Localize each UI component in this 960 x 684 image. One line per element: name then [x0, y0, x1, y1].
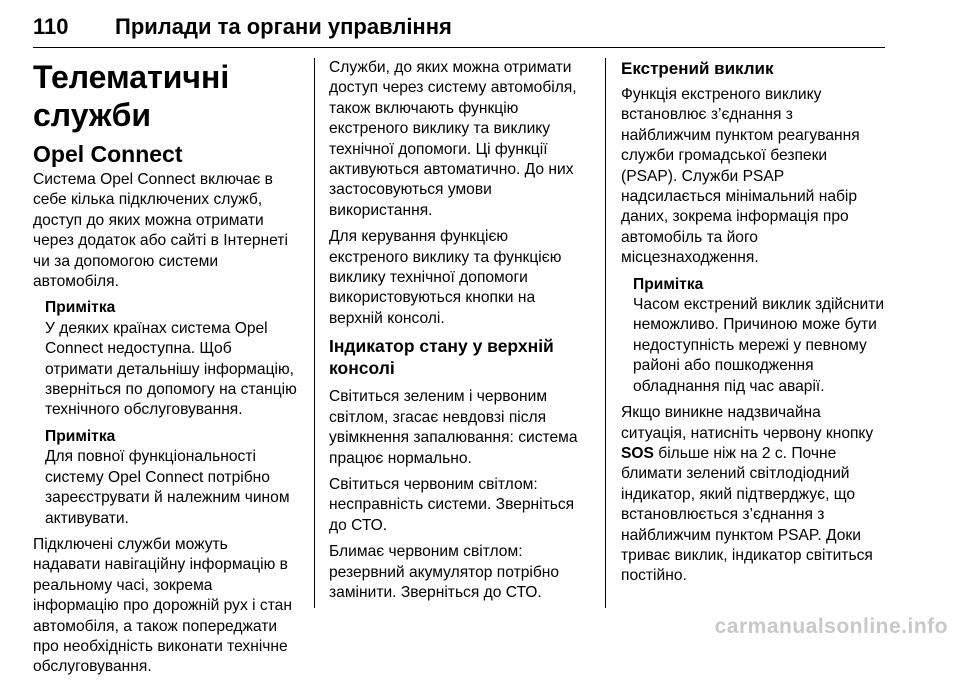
- column-2: [329, 58, 589, 609]
- running-title: Прилади та органи управління: [115, 14, 452, 39]
- column-divider: [314, 58, 315, 608]
- intro-paragraph: Система Opel Connect включає в себе кілька підключених служб, доступ до яких можна отримати через додаток або сайті в Інтернеті чи за допомогою системи автомобіля.: [33, 171, 288, 291]
- note-text: У деяких країнах система Opel Connect недоступна. Щоб отримати детальнішу інформацію, зверніться по допомогу на станцію технічного обслуговування.: [45, 319, 297, 419]
- column-3: [621, 58, 889, 593]
- note-registration: [45, 427, 301, 529]
- section-title: Телематичні служби: [33, 59, 230, 133]
- buttons-paragraph: Для керування функцією екстреного виклику та функцією виклику технічної допомоги використовуються кнопки на верхній консолі.: [329, 228, 562, 327]
- indicator-normal-paragraph: Світиться зеленим і червоним світлом, згасає невдовзі після увімкнення запалювання: система працює нормально.: [329, 388, 578, 467]
- connected-services-paragraph: Підключені служби можуть надавати навігаційну інформацію в реальному часі, зокрема інформацію про дорожній рух і стан автомобіля, а також попереджати про необхідність виконати технічне обслуговування.: [33, 535, 292, 676]
- sos-text-start: Якщо виникне надзвичайна ситуація, натисніть червону кнопку: [621, 404, 874, 442]
- indicator-battery-paragraph: Блимає червоним світлом: резервний акумулятор потрібно замінити. Зверніться до СТО.: [329, 543, 560, 601]
- indicator-fault-paragraph: Світиться червоним світлом: несправність системи. Зверніться до СТО.: [329, 475, 575, 534]
- page-header: [33, 8, 885, 48]
- column-divider: [605, 58, 606, 608]
- note-text: Часом екстрений виклик здійснити неможливо. Причиною може бути недоступність мережі у певному районі або пошкодження обладнання під час аварії.: [633, 296, 885, 395]
- note-label: Примітка: [45, 427, 116, 445]
- note-label: Примітка: [633, 275, 704, 293]
- column-1: [33, 58, 301, 684]
- emergency-call-heading: Екстрений виклик: [621, 59, 774, 78]
- status-indicator-heading: Індикатор стану у верхній консолі: [329, 336, 554, 379]
- note-emergency: [633, 275, 889, 397]
- watermark: carmanualsonline.info: [714, 615, 948, 638]
- emergency-call-paragraph: Функція екстреного виклику встановлює з’єднання з найближчим пунктом реагування служби громадської безпеки (PSAP). Служби PSAP надсилається мінімальний набір даних, зокрема інформація про автомобіль та його місцезнаходження.: [621, 86, 860, 267]
- note-availability: [45, 298, 301, 420]
- note-text: Для повної функціональності систему Opel Connect потрібно зареєструвати й належним чином активувати.: [45, 448, 290, 527]
- note-label: Примітка: [45, 299, 116, 317]
- sos-text-end: більше ніж на 2 с. Почне блимати зелений світлодіодний індикатор, який підтверджує, що встановлюється з’єднання з найближчим пунктом PSAP. Доки триває виклик, індикатор світиться постійно.: [621, 444, 873, 585]
- services-paragraph: Служби, до яких можна отримати доступ через систему автомобіля, також включають функцію екстреного виклику та виклику технічної допомоги. Ці функції активуються автоматично. До них застосовуються умови використання.: [329, 59, 577, 219]
- header-rule: [33, 47, 885, 48]
- sos-button-label: SOS: [621, 444, 654, 462]
- sos-paragraph: [621, 403, 889, 587]
- subsection-title: Opel Connect: [33, 141, 183, 167]
- page-number: 110: [33, 14, 69, 39]
